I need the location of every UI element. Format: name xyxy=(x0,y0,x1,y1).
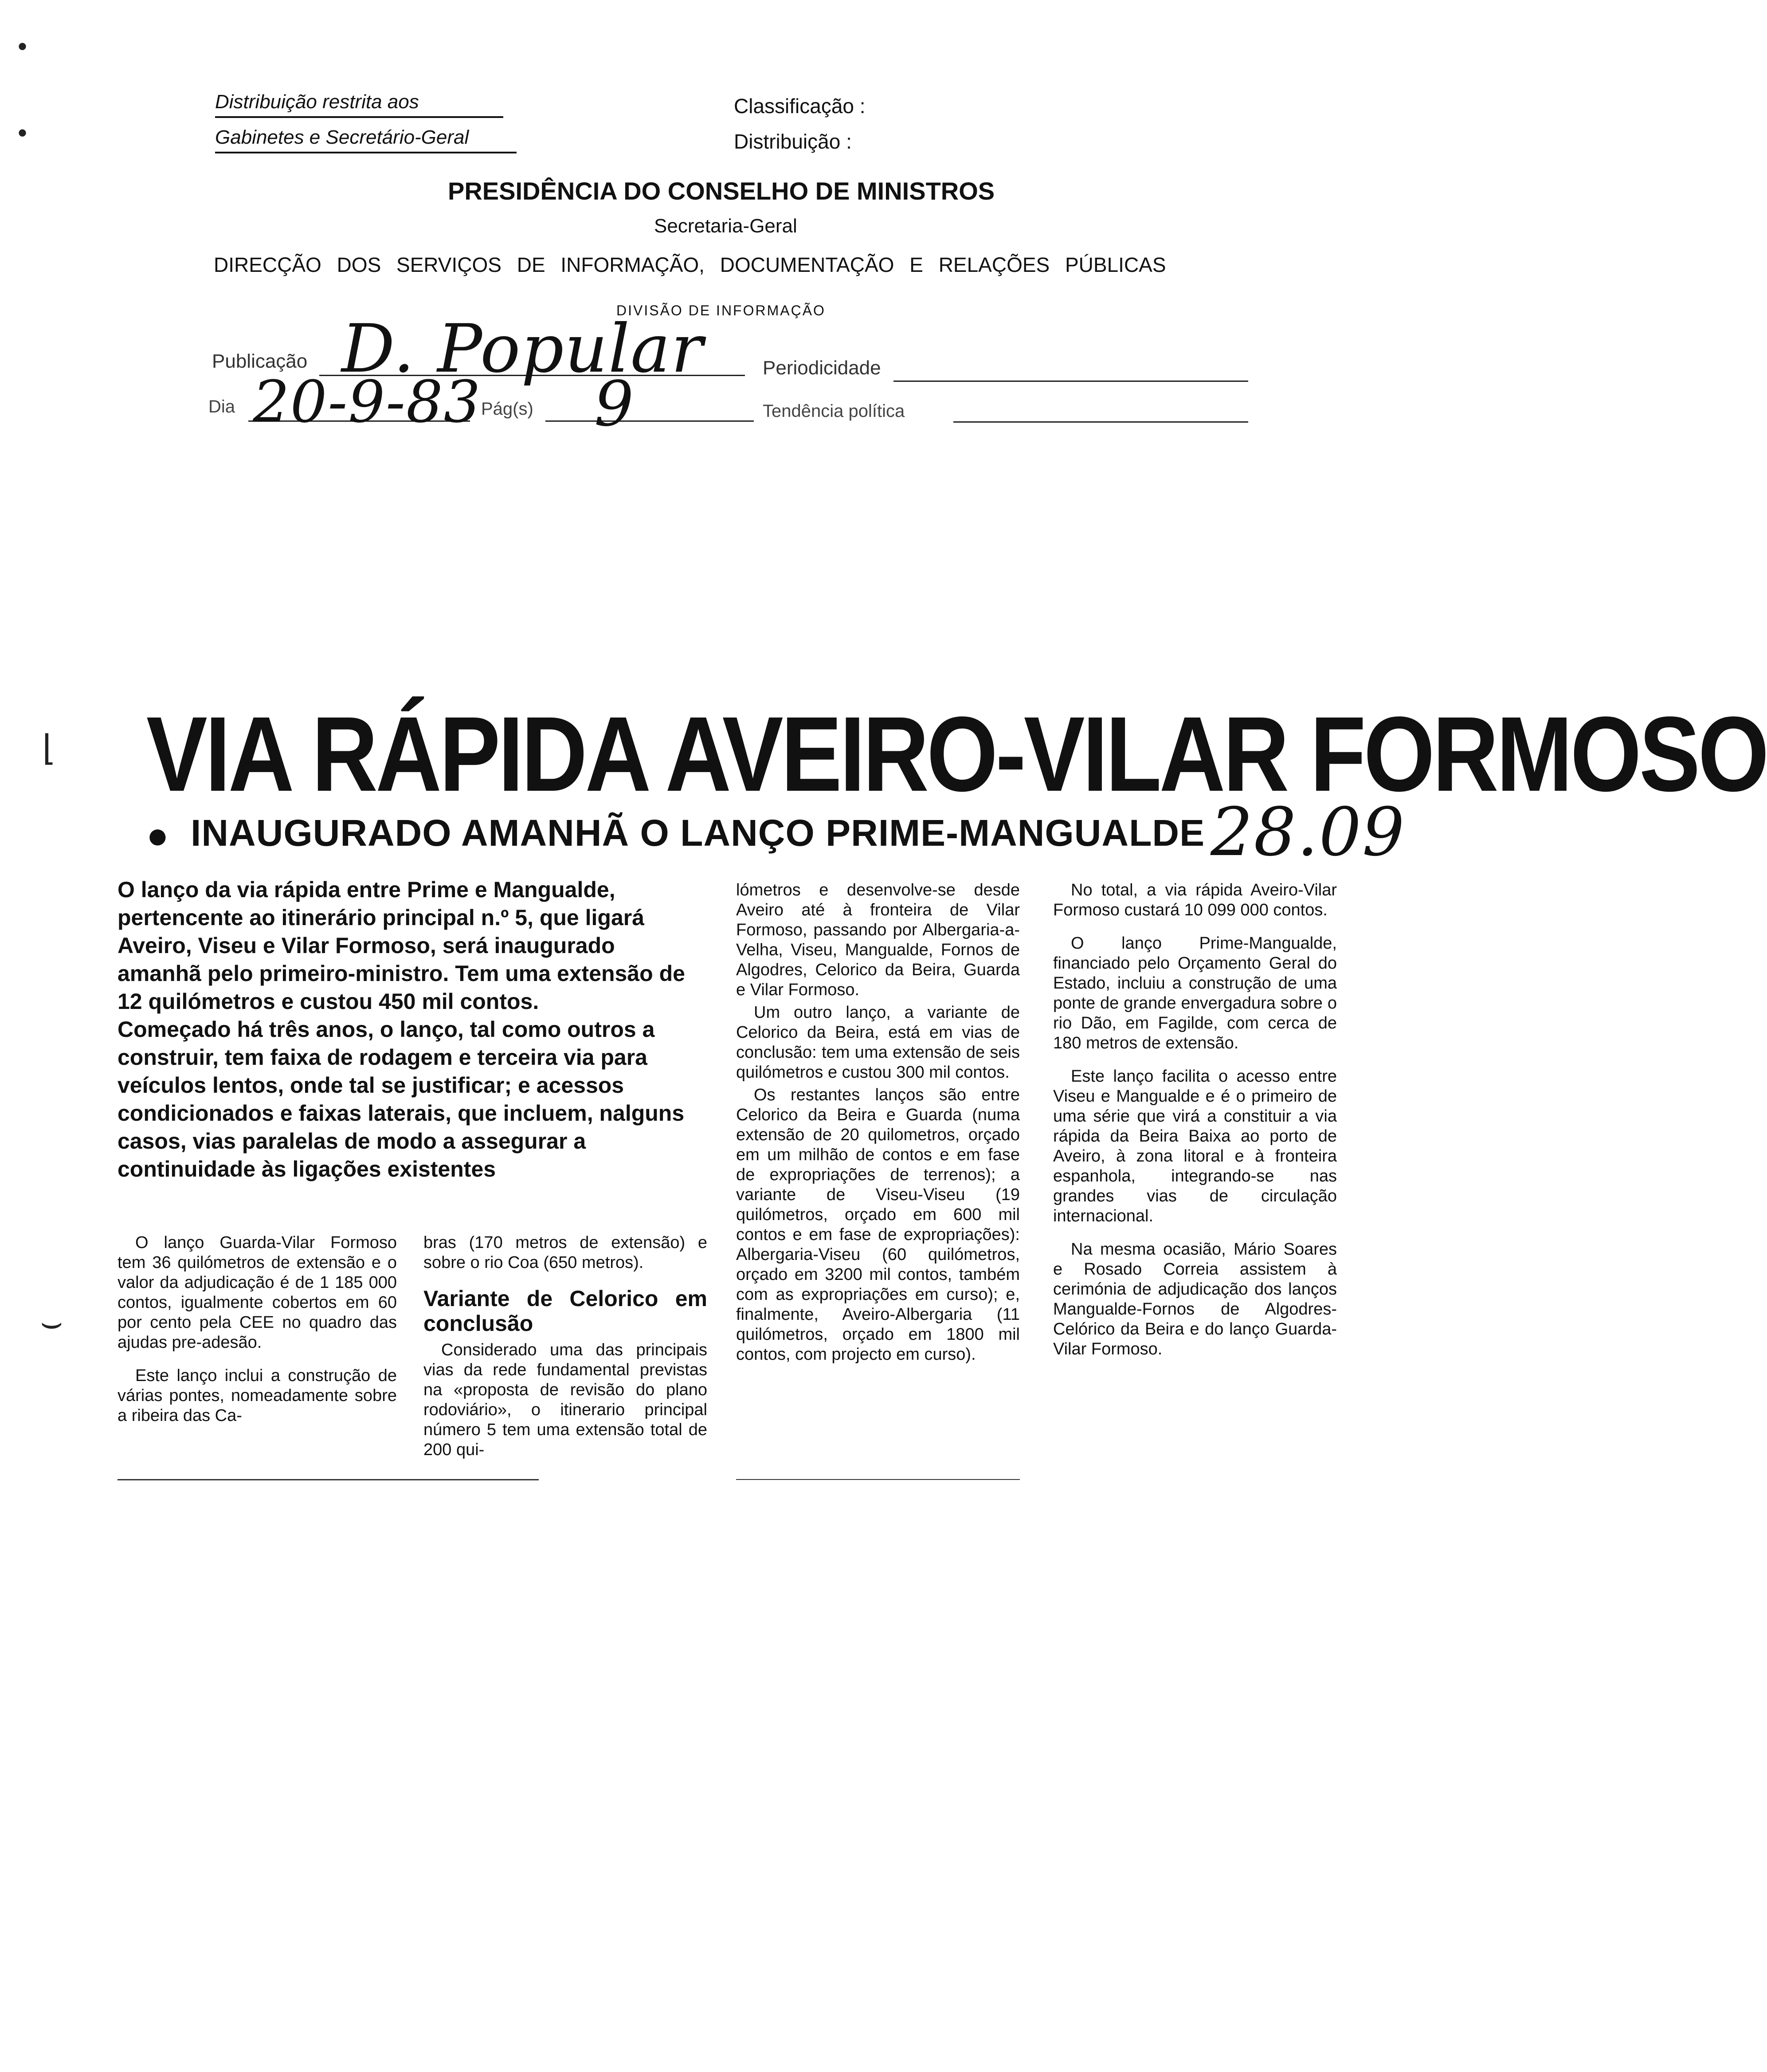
col1-paragraph-2: Este lanço inclui a construção de várias pontes, nomeadamente sobre a ribeira das Ca- xyxy=(118,1366,397,1425)
col2-paragraph-2: Considerado uma das principais vias da rede fundamental previstas na «proposta de revisão do plano rodoviário», o itinerario principal número 5 tem uma extensão total de 200 qui- xyxy=(423,1341,707,1459)
distribuicao-label: Distribuição : xyxy=(734,130,852,153)
direction-line: DIRECÇÃO DOS SERVIÇOS DE INFORMAÇÃO, DOCUMENTAÇÃO E RELAÇÕES PÚBLICAS xyxy=(214,253,1166,276)
periodicidade-label: Periodicidade xyxy=(763,357,881,379)
pags-handwriting: 9 xyxy=(594,368,635,440)
col2-subheading: Variante de Celorico em conclusão xyxy=(423,1286,707,1336)
column-2 xyxy=(423,1233,707,1473)
tendencia-label: Tendência política xyxy=(763,401,905,421)
col4-paragraph-3: Este lanço facilita o acesso entre Viseu e Mangualde e é o primeiro de uma série que virá a constituir a via rápida da Beira Baixa ao porto de Aveiro, à zona litoral e à fronteira espanhola, integrando-se nas grandes vias de circulação internacional. xyxy=(1053,1067,1337,1225)
scan-tick-1: ⌊ xyxy=(42,728,56,768)
restricted-underline-2 xyxy=(215,152,517,153)
article-subheadline: INAUGURADO AMANHÃ O LANÇO PRIME-MANGUALDE xyxy=(191,812,1205,854)
lead-paragraph-1: O lanço da via rápida entre Prime e Mangualde, pertencente ao itinerário principal n.º 5, que ligará Aveiro, Viseu e Vilar Formoso, será inaugurado amanhã pelo primeiro-ministro. Tem uma extensão de 12 quilómetros e custou 450 mil contos. xyxy=(118,877,685,1014)
col4-paragraph-4: Na mesma ocasião, Mário Soares e Rosado Correia assistem à cerimónia de adjudicação dos lanços Mangualde-Fornos de Algodres-Celórico da Beira e do lanço Guarda-Vilar Formoso. xyxy=(1053,1240,1337,1358)
article-headline: VIA RÁPIDA AVEIRO-VILAR FORMOSO xyxy=(146,695,1767,813)
dia-label: Dia xyxy=(208,397,235,416)
col2-paragraph-1: bras (170 metros de extensão) e sobre o rio Coa (650 metros). xyxy=(423,1233,707,1272)
publicacao-label: Publicação xyxy=(212,350,308,372)
org-title: PRESIDÊNCIA DO CONSELHO DE MINISTROS xyxy=(448,177,995,205)
division-label: DIVISÃO DE INFORMAÇÃO xyxy=(616,302,826,318)
article-lead xyxy=(118,876,703,1183)
periodicidade-line xyxy=(893,381,1248,382)
tendencia-line xyxy=(953,421,1248,423)
lead-paragraph-2: Começado há três anos, o lanço, tal como outros a construir, tem faixa de rodagem e terceira via para veículos lentos, onde tal se justificar; e acessos condicionados e faixas laterais, que incluem, nalguns casos, vias paralelas de modo a assegurar a continuidade às ligações existentes xyxy=(118,1017,685,1181)
pags-line xyxy=(545,420,754,422)
scan-dot-2: • xyxy=(18,118,27,148)
article-bottom-rule-left xyxy=(118,1479,539,1480)
article-bottom-rule-right xyxy=(736,1479,1020,1480)
margin-note-handwriting: 28.09 xyxy=(1211,794,1406,871)
column-1 xyxy=(118,1233,397,1439)
scan-tick-2: ⌣ xyxy=(40,1302,63,1342)
restricted-line-2: Gabinetes e Secretário-Geral xyxy=(215,126,469,148)
dia-handwriting: 20-9-83 xyxy=(253,368,482,436)
scan-dot-1: • xyxy=(18,31,27,61)
publicacao-handwriting: D. Popular xyxy=(341,310,704,388)
column-4 xyxy=(1053,880,1337,1373)
col4-paragraph-2: O lanço Prime-Mangualde, financiado pelo Orçamento Geral do Estado, incluiu a construção de uma ponte de grande envergadura sobre o rio Dão, em Fagilde, com cerca de 180 metros de extensão. xyxy=(1053,934,1337,1052)
classificacao-label: Classificação : xyxy=(734,94,866,118)
pags-label: Pág(s) xyxy=(481,399,533,419)
restricted-line-1: Distribuição restrita aos xyxy=(215,91,419,113)
col1-paragraph-1: O lanço Guarda-Vilar Formoso tem 36 quilómetros de extensão e o valor da adjudicação é de 1 185 000 contos, igualmente cobertos em 60 por cento pela CEE no quadro das ajudas pre-adesão. xyxy=(118,1233,397,1352)
col4-paragraph-1: No total, a via rápida Aveiro-Vilar Formoso custará 10 099 000 contos. xyxy=(1053,881,1337,919)
subhead-bullet-icon: ● xyxy=(146,814,169,856)
restricted-underline-1 xyxy=(215,116,503,118)
column-3 xyxy=(736,880,1020,1378)
org-subtitle: Secretaria-Geral xyxy=(654,215,797,237)
col3-paragraph-2: Um outro lanço, a variante de Celorico da Beira, está em vias de conclusão: tem uma extensão de seis quilómetros e custou 300 mil contos. xyxy=(736,1003,1020,1082)
col3-paragraph-3: Os restantes lanços são entre Celorico da Beira e Guarda (numa extensão de 20 quilometros, orçado em um milhão de contos e em fase de expropriações de terrenos); a variante de Viseu-Viseu (19 quilómetros, orçado em 600 mil contos e em fase de expropriações): Albergaria-Viseu (60 quilómetros, orçado em 3200 mil contos, também com as expropriações em curso); e, finalmente, Aveiro-Albergaria (11 quilómetros, orçado em 1800 mil contos, com projecto em curso). xyxy=(736,1086,1020,1364)
col3-paragraph-1: lómetros e desenvolve-se desde Aveiro até à fronteira de Vilar Formoso, passando por Albergaria-a-Velha, Viseu, Mangualde, Fornos de Algodres, Celorico da Beira, Guarda e Vilar Formoso. xyxy=(736,881,1020,999)
